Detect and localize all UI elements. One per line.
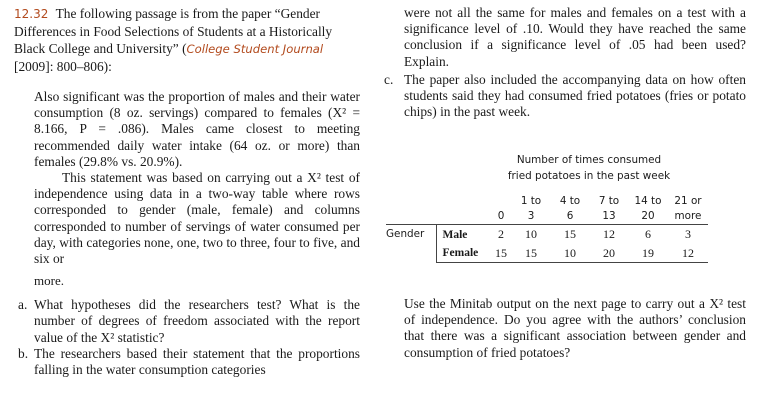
column-header: 3 (527, 210, 535, 222)
table-row (386, 225, 708, 245)
question-a-text: What hypotheses did the researchers test? What is the number of degrees of freedom associated with the report value of the X² statistic? (34, 297, 360, 345)
left-column (14, 0, 364, 378)
column-header: 7 to (598, 195, 620, 207)
table-cell: 20 (590, 245, 628, 263)
table-cell: 2 (490, 225, 512, 245)
column-header-bottom (386, 209, 708, 225)
question-b-continued: were not all the same for males and females on a test with a significance level of .10. Would they have reached the same conclusion if a significance level of .05 had been used? Explain. (404, 5, 746, 69)
table-caption: Number of times consumed fried potatoes in the past week (507, 154, 671, 182)
column-header (490, 194, 512, 209)
closing-instructions: Use the Minitab output on the next page to carry out a X² test of independence. Do you agree with the authors’ conclusion that there was a significant association between gender and consumption of fried potatoes? (404, 296, 746, 360)
exercise-heading (14, 5, 364, 75)
column-header: 20 (641, 210, 655, 222)
column-header: 1 to (520, 195, 542, 207)
data-table (384, 152, 746, 260)
column-header-top (386, 194, 708, 209)
column-header: 14 to (634, 195, 662, 207)
table-cell: 12 (668, 245, 708, 263)
column-header: 0 (497, 210, 505, 222)
question-b-label: b. (18, 345, 29, 361)
right-column (384, 0, 746, 360)
table-cell: 12 (590, 225, 628, 245)
row-label-female: Female (436, 245, 490, 263)
question-c-label: c. (384, 71, 394, 87)
citation: [2009]: 800–806): (14, 59, 112, 74)
row-label-male: Male (436, 225, 490, 245)
exercise-lead: The following passage is from the paper “Gender Differences in Food Selections of Students at a Historically Black College and University” ( (14, 6, 333, 56)
passage-end: more. (34, 273, 64, 289)
column-header: 13 (602, 210, 616, 222)
table-cell: 15 (490, 245, 512, 263)
journal-name: College Student Journal (186, 42, 324, 56)
quoted-passage (34, 89, 360, 267)
question-a (18, 297, 360, 346)
gender-group-label: Gender (386, 225, 436, 263)
question-c (384, 72, 746, 121)
table-cell: 10 (512, 225, 550, 245)
table-cell: 10 (550, 245, 590, 263)
table-cell: 15 (550, 225, 590, 245)
passage-paragraph-2: This statement was based on carrying out a X² test of independence using data in a two-way table where rows corresponded to gender (male, female) and columns corresponded to number of servings of water consumed per day, with categories none, one, two to three, four to five, and six or (34, 170, 360, 267)
question-list (18, 297, 360, 378)
question-b-text: The researchers based their statement that the proportions falling in the water consumption categories (34, 345, 360, 378)
column-header: 4 to (559, 195, 581, 207)
column-header: 6 (566, 210, 574, 222)
frequency-table (386, 194, 708, 263)
table-cell: 6 (628, 225, 668, 245)
question-a-label: a. (18, 297, 28, 313)
passage-paragraph-1: Also significant was the proportion of males and their water consumption (8 oz. servings) compared to females (X² = 8.166, P = .086). Males came closest to meeting recommended daily water intake (64 oz. or more) than females (29.8% vs. 20.9%). (34, 89, 360, 169)
exercise-number: 12.32 (14, 7, 49, 21)
question-b (18, 346, 360, 378)
table-cell: 3 (668, 225, 708, 245)
column-header: more (674, 210, 702, 222)
table-cell: 19 (628, 245, 668, 263)
column-header: 21 or (674, 195, 702, 207)
question-c-text: The paper also included the accompanying data on how often students said they had consumed fried potatoes (fries or potato chips) in the past week. (404, 71, 746, 120)
table-cell: 15 (512, 245, 550, 263)
